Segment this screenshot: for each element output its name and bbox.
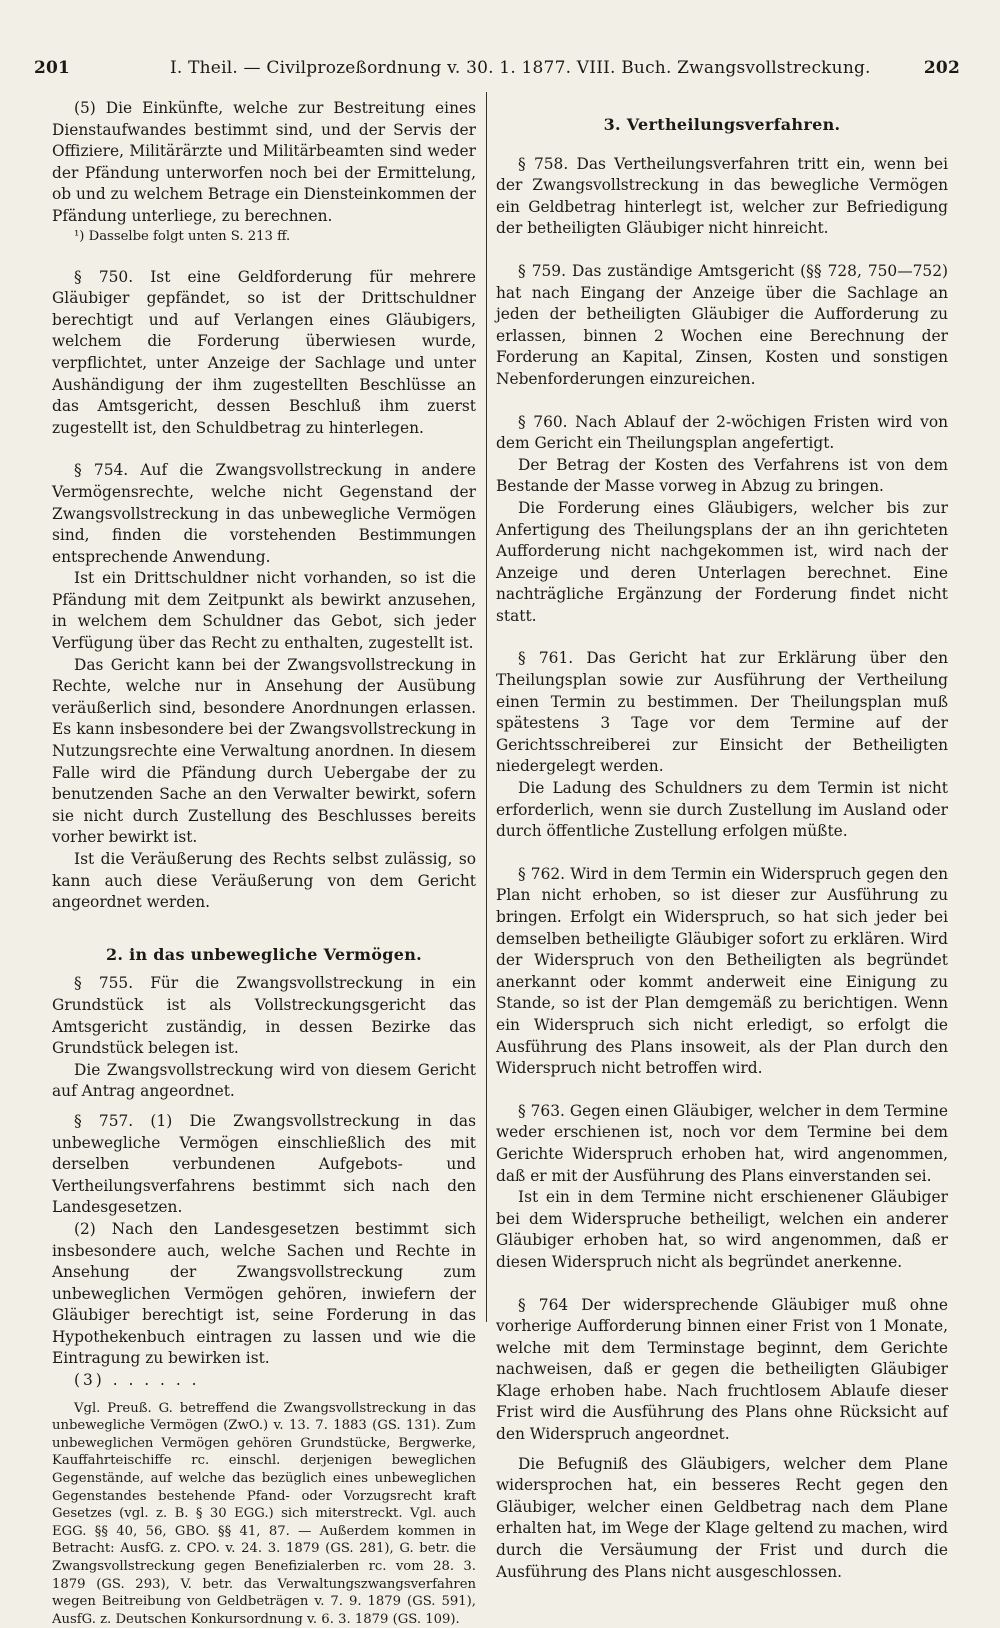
- section-764-para-2: Die Befugniß des Gläubigers, welcher dem Plane widersprochen hat, ein besseres Recht gegen den Gläubiger, welcher einen Geldbetrag nach dem Plane erhalten hat, im Wege der Klage geltend zu machen, wird durch die Versäumung der Frist und durch die Ausführung des Plans nicht ausgeschlossen.: [496, 1454, 948, 1581]
- reference-note: Vgl. Preuß. G. betreffend die Zwangsvollstreckung in das unbewegliche Vermögen (ZwO.) v. 13. 7. 1883 (GS. 131). Zum unbeweglichen Vermögen gehören Grundstücke, Bergwerke, Kauffahrteischiffe rc. einschl. derjenigen beweglichen Gegenstände, auf welche das bezüglich eines unbeweglichen Gegenstandes bestehende Pfand- oder Vorzugsrecht kraft Gesetzes (vgl. z. B. § 30 EGG.) sich miterstreckt. Vgl. auch EGG. §§ 40, 56, GBO. §§ 41, 87. — Außerdem kommen in Betracht: AusfG. z. CPO. v. 24. 3. 1879 (GS. 281), G. betr. die Zwangsvollstreckung gegen Benefizialerben rc. vom 28. 3. 1879 (GS. 293), V. betr. das Verwaltungszwangsverfahren wegen Beitreibung von Geldbeträgen v. 7. 9. 1879 (GS. 591), AusfG. z. Deutschen Konkursordnung v. 6. 3. 1879 (GS. 109).: [52, 1400, 476, 1627]
- section-754-para-4: Ist die Veräußerung des Rechts selbst zulässig, so kann auch diese Veräußerung von dem Gericht angeordnet werden.: [52, 850, 476, 912]
- left-column: [52, 98, 476, 1627]
- section-757-para-2: (2) Nach den Landesgesetzen bestimmt sich insbesondere auch, welche Sachen und Rechte in Ansehung der Zwangsvollstreckung zum unbeweglichen Vermögen gehören, inwiefern der Gläubiger berechtigt ist, seine Forderung in das Hypothekenbuch eintragen zu lassen und wie die Eintragung zu bewirken ist.: [52, 1219, 476, 1368]
- section-754-para-3: Das Gericht kann bei der Zwangsvollstreckung in Rechte, welche nur in Ansehung der Ausübung veräußerlich sind, besondere Anordnungen erlassen. Es kann insbesondere bei der Zwangsvollstreckung in Nutzungsrechte eine Verwaltung anordnen. In diesem Falle wird die Pfändung durch Uebergabe der zu benutzenden Sache an den Verwalter bewirkt, sofern sie nicht durch Zustellung des Beschlusses bereits vorher bewirkt ist.: [52, 655, 476, 847]
- column-divider: [486, 92, 487, 1322]
- heading-immovable-property: 2. in das unbewegliche Vermögen.: [105, 944, 423, 964]
- running-title: I. Theil. — Civilprozeßordnung v. 30. 1. 1877. VIII. Buch. Zwangsvollstreckung.: [170, 58, 871, 78]
- section-750: § 750. Ist eine Geldforderung für mehrere Gläubiger gepfändet, so ist der Drittschuldner berechtigt und auf Verlangen eines Gläubigers, welchem die Forderung überwiesen wurde, verpflichtet, unter Anzeige der Sachlage und unter Aushändigung der ihm zugestellten Beschlüsse an das Amtsgericht, dessen Beschluß ihm zuerst zugestellt ist, den Schuldbetrag zu hinterlegen.: [52, 267, 476, 437]
- section-763: § 763. Gegen einen Gläubiger, welcher in dem Termine weder erschienen ist, noch vor dem Termine bei dem Gerichte Widerspruch erhoben hat, wird angenommen, daß er mit der Ausführung des Plans einverstanden sei.: [496, 1101, 948, 1185]
- section-761-para-2: Die Ladung des Schuldners zu dem Termin ist nicht erforderlich, wenn sie durch Zustellung im Ausland oder durch öffentliche Zustellung erfolgen müßte.: [496, 779, 948, 841]
- section-758: § 758. Das Vertheilungsverfahren tritt ein, wenn bei der Zwangsvollstreckung in das bewegliche Vermögen ein Geldbetrag hinterlegt ist, welcher zur Befriedigung der betheiligten Gläubiger nicht hinreicht.: [496, 154, 948, 238]
- section-763-para-2: Ist ein in dem Termine nicht erschienener Gläubiger bei dem Widerspruche betheiligt, welchen ein anderer Gläubiger erhoben hat, so wird angenommen, daß er diesen Widerspruch nicht als begründet anerkenne.: [496, 1188, 948, 1271]
- section-757-para-3: (3) . . . . . .: [74, 1371, 200, 1390]
- page-number-right: 202: [923, 58, 960, 78]
- section-755-para-2: Die Zwangsvollstreckung wird von diesem Gericht auf Antrag angeordnet.: [52, 1060, 476, 1101]
- section-760: § 760. Nach Ablauf der 2-wöchigen Fristen wird von dem Gericht ein Theilungsplan angefertigt.: [496, 412, 948, 453]
- section-761: § 761. Das Gericht hat zur Erklärung über den Theilungsplan sowie zur Ausführung der Vertheilung einen Termin zu bestimmen. Der Theilungsplan muß spätestens 3 Tage vor dem Termine auf der Gerichtsschreiberei zur Einsicht der Betheiligten niedergelegt werden.: [496, 649, 948, 776]
- heading-distribution-procedure: 3. Vertheilungsverfahren.: [603, 115, 841, 134]
- paragraph-749-5: (5) Die Einkünfte, welche zur Bestreitung eines Dienstaufwandes bestimmt sind, und der Servis der Offiziere, Militärärzte und Militärbeamten sind weder der Pfändung unterworfen noch bei der Ermittelung, ob und zu welchem Betrage ein Diensteinkommen der Pfändung unterliege, zu berechnen.: [52, 99, 476, 225]
- page-header: [34, 58, 960, 86]
- section-759: § 759. Das zuständige Amtsgericht (§§ 728, 750—752) hat nach Eingang der Anzeige über die Sachlage an jeden der betheiligten Gläubiger die Aufforderung zu erlassen, binnen 2 Wochen eine Berechnung der Forderung an Kapital, Zinsen, Kosten und sonstigen Nebenforderungen einzureichen.: [496, 261, 948, 388]
- section-755: § 755. Für die Zwangsvollstreckung in ein Grundstück ist als Vollstreckungsgericht das Amtsgericht zuständig, in dessen Bezirke das Grundstück belegen ist.: [52, 974, 476, 1058]
- section-760-para-2: Der Betrag der Kosten des Verfahrens ist von dem Bestande der Masse vorweg in Abzug zu bringen.: [496, 455, 948, 496]
- section-762: § 762. Wird in dem Termin ein Widerspruch gegen den Plan nicht erhoben, so ist dieser zur Ausführung zu bringen. Erfolgt ein Widerspruch, so hat sich jeder bei demselben betheiligte Gläubiger sofort zu erklären. Wird der Widerspruch von den Betheiligten als begründet anerkannt oder kommt anderweit eine Einigung zu Stande, so ist der Plan demgemäß zu berichtigen. Wenn ein Widerspruch sich nicht erledigt, so erfolgt die Ausführung des Plans insoweit, als der Plan durch den Widerspruch nicht betroffen wird.: [496, 864, 948, 1078]
- section-754-para-2: Ist ein Drittschuldner nicht vorhanden, so ist die Pfändung mit dem Zeitpunkt als bewirkt anzusehen, in welchem dem Schuldner das Gebot, sich jeder Verfügung über das Recht zu enthalten, zugestellt ist.: [52, 569, 476, 653]
- section-764: § 764 Der widersprechende Gläubiger muß ohne vorherige Aufforderung binnen einer Frist von 1 Monate, welche mit dem Terminstage beginnt, dem Gerichte nachweisen, daß er gegen die betheiligten Gläubiger Klage erhoben habe. Nach fruchtlosem Ablaufe dieser Frist wird die Ausführung des Plans ohne Rücksicht auf den Widerspruch angeordnet.: [496, 1295, 948, 1444]
- right-column: [496, 98, 948, 1581]
- section-757: § 757. (1) Die Zwangsvollstreckung in das unbewegliche Vermögen einschließlich des mit derselben verbundenen Aufgebots- und Vertheilungsverfahrens bestimmt sich nach den Landesgesetzen.: [52, 1111, 476, 1217]
- footnote-1: ¹) Dasselbe folgt unten S. 213 ff.: [74, 228, 291, 244]
- section-754: § 754. Auf die Zwangsvollstreckung in andere Vermögensrechte, welche nicht Gegenstand der Zwangsvollstreckung in das unbewegliche Vermögen sind, finden die vorstehenden Bestimmungen entsprechende Anwendung.: [52, 461, 476, 566]
- section-760-para-3: Die Forderung eines Gläubigers, welcher bis zur Anfertigung des Theilungsplans der an ihn gerichteten Aufforderung nicht nachgekommen ist, wird nach der Anzeige und deren Unterlagen berechnet. Eine nachträgliche Ergänzung der Forderung findet nicht statt.: [496, 498, 948, 625]
- page-number-left: 201: [34, 58, 71, 78]
